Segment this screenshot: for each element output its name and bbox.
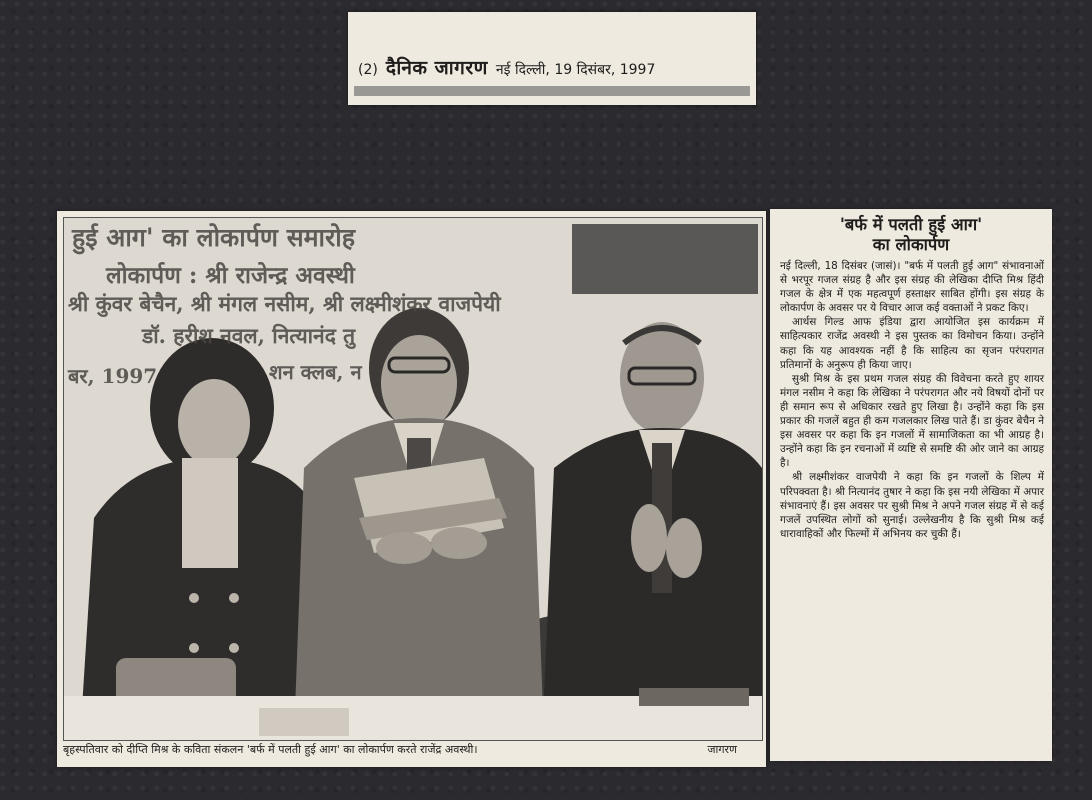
page-number: (2) <box>358 62 378 78</box>
newspaper-name: दैनिक जागरण <box>385 57 488 79</box>
masthead-clipping <box>348 12 756 105</box>
dateline: नई दिल्ली, 19 दिसंबर, 1997 <box>495 62 656 78</box>
banner-line-6: शन क्लब, न <box>269 360 362 384</box>
headline-line-2: का लोकार्पण <box>872 235 950 254</box>
banner-line-4: डॉ. हरीश नवल, नित्यानंद तु <box>142 323 356 348</box>
article-headline <box>776 215 1046 255</box>
article-paragraph: नई दिल्ली, 18 दिसंबर (जासं)। "बर्फ में पलती हुई आग" संभावनाओं से भरपूर गजल संग्रह है और इस संग्रह की लेखिका दीप्ति मिश्र हिंदी गजल के क्षेत्र में एक महत्वपूर्ण हस्ताक्षर साबित होंगी। इस संग्रह के लोकार्पण के अवसर पर ये विचार आज कई वक्ताओं ने प्रकट किए। <box>780 260 1044 315</box>
photo-credit: जागरण <box>707 743 737 756</box>
event-photo <box>63 217 763 741</box>
photo-caption: बृहस्पतिवार को दीप्ति मिश्र के कविता संकलन 'बर्फ में पलती हुई आग' का लोकार्पण करते राजेंद्र अवस्थी। <box>63 743 478 756</box>
table-books <box>639 688 749 706</box>
photo-caption-row <box>63 742 761 757</box>
article-paragraph: सुश्री मिश्र के इस प्रथम गजल संग्रह की विवेचना करते हुए शायर मंगल नसीम ने कहा कि लेखिका ने परंपरागत और नये विषयों दोनों पर ही समान रूप से अधिकार रखते हुए लिखा है। उन्होंने कहा कि इस प्रकार की गजलें बहुत ही कम गजलकार लिख पाते हैं। डा कुंवर बेचैन ने इस अवसर पर कहा कि इन गजलों में सामाजिकता का भी आग्रह है। उन्होंने कहा कि इन रचनाओं में व्यष्टि से समष्टि की ओर जाने का आग्रह है। <box>780 372 1044 470</box>
article-paragraph: श्री लक्ष्मीशंकर वाजपेयी ने कहा कि इन गजलों के शिल्प में परिपक्वता है। श्री नित्यानंद तुषार ने कहा कि इस नयी लेखिका में अपार संभावनाएं हैं। इस अवसर पर सुश्री मिश्र ने अपने गजल संग्रह में से कई गजलें उपस्थित लोगों को सुनाई। उल्लेखनीय है कि सुश्री मिश्र कई धारावाहिकों और फिल्मों में अभिनय कर चुकी हैं। <box>780 471 1044 540</box>
photo-clipping <box>57 211 766 767</box>
banner-line-2: लोकार्पण : श्री राजेन्द्र अवस्थी <box>106 262 355 289</box>
banner-line-1: हुई आग' का लोकार्पण समारोह <box>72 223 355 252</box>
masthead-rule <box>354 86 750 96</box>
banner-line-5: बर, 1997 <box>68 364 158 388</box>
article-clipping <box>770 209 1052 761</box>
banner-line-3: श्री कुंवर बेचैन, श्री मंगल नसीम, श्री लक्ष्मीशंकर वाजपेयी <box>68 291 501 316</box>
wall-frame <box>572 224 758 294</box>
masthead-line <box>358 54 655 80</box>
article-body <box>770 259 1052 541</box>
article-paragraph: आर्थस गिल्ड आफ इंडिया द्वारा आयोजित इस कार्यक्रम में साहित्यकार राजेंद्र अवस्थी ने इस पुस्तक का विमोचन किया। उन्होंने कहा कि यह आवश्यक नहीं है कि साहित्य का सृजन परंपरागत प्रतिमानों के अनुरूप ही किया जाए। <box>780 316 1044 371</box>
headline-line-1: 'बर्फ में पलती हुई आग' <box>839 215 983 234</box>
